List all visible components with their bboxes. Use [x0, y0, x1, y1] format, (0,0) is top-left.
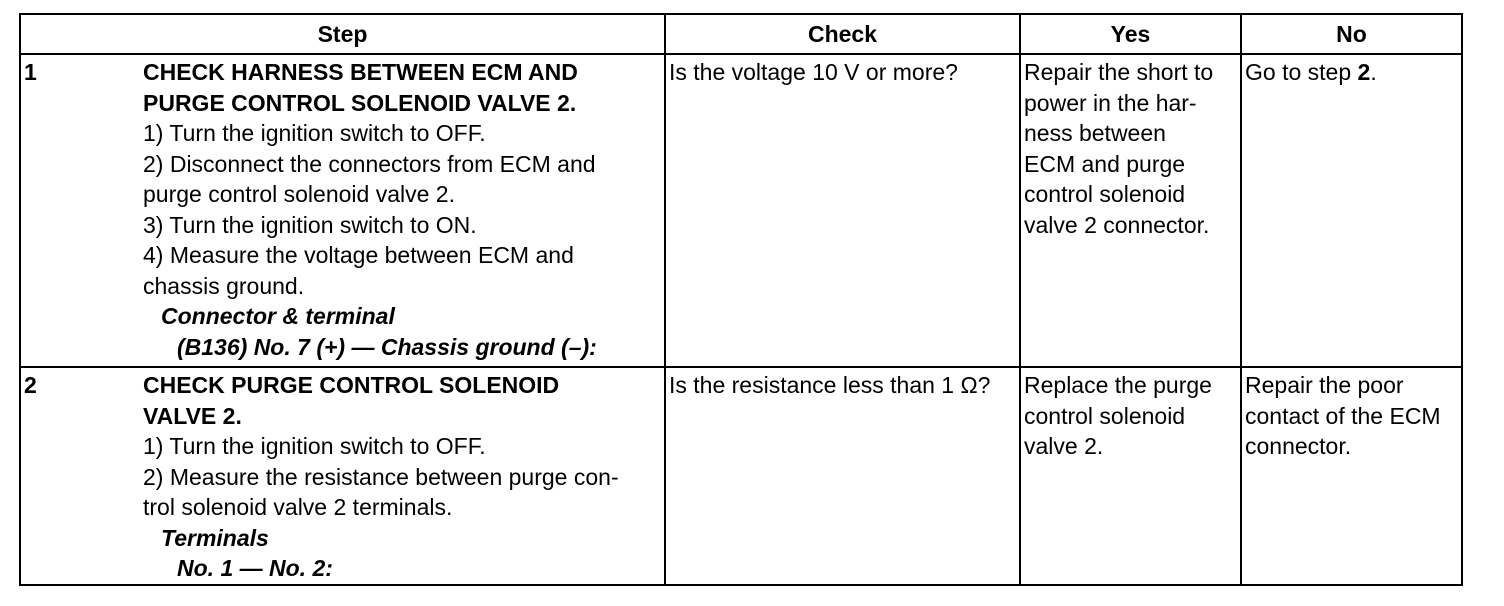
- check-cell: [665, 54, 1020, 367]
- no-text: [1245, 55, 1458, 88]
- no-text-prefix: Go to step: [1245, 59, 1358, 85]
- yes-cell: [1020, 54, 1241, 367]
- instruction-line: 3) Turn the ignition switch to ON.: [143, 211, 477, 238]
- instruction-line: 1) Turn the ignition switch to OFF.: [143, 433, 486, 459]
- table-row: [20, 367, 1462, 585]
- spec-value: (B136) No. 7 (+) — Chassis ground (–):: [177, 333, 597, 360]
- check-text: Is the voltage 10 V or more?: [669, 59, 958, 85]
- yes-line: ness between: [1024, 120, 1166, 146]
- step-number: 2: [24, 372, 37, 398]
- step-reference: 2: [1357, 59, 1371, 85]
- check-text: Is the resistance less than 1 Ω?: [669, 372, 991, 398]
- instruction-line: 2) Measure the resistance between purge con-: [143, 463, 619, 490]
- instruction-line: 1) Turn the ignition switch to OFF.: [143, 120, 486, 146]
- header-row: [20, 14, 1462, 54]
- spec-label: Connector & terminal: [161, 303, 395, 329]
- step-cell: [20, 367, 665, 585]
- yes-line: ECM and purge: [1024, 150, 1186, 177]
- table-row: [20, 54, 1462, 367]
- no-line: contact of the ECM: [1245, 402, 1441, 429]
- header-yes: Yes: [1020, 14, 1241, 54]
- no-line: connector.: [1245, 433, 1352, 459]
- yes-line: power in the har-: [1024, 89, 1197, 116]
- yes-line: Replace the purge: [1024, 372, 1212, 398]
- step-title-line: CHECK PURGE CONTROL SOLENOID: [143, 372, 560, 398]
- step-body: [143, 368, 661, 584]
- yes-line: valve 2.: [1024, 433, 1104, 459]
- step-body: [143, 55, 661, 362]
- yes-line: Repair the short to: [1024, 59, 1214, 85]
- step-title-line: CHECK HARNESS BETWEEN ECM AND: [143, 59, 578, 85]
- yes-cell: [1020, 367, 1241, 585]
- step-number: 1: [24, 59, 37, 85]
- step-cell: [20, 54, 665, 367]
- header-no: No: [1241, 14, 1462, 54]
- header-check: Check: [665, 14, 1020, 54]
- no-text-suffix: .: [1370, 59, 1377, 85]
- header-step: Step: [20, 14, 665, 54]
- yes-line: control solenoid: [1024, 181, 1186, 207]
- diagnostic-table: [19, 13, 1463, 586]
- no-cell: [1241, 367, 1462, 585]
- check-cell: [665, 367, 1020, 585]
- no-cell: [1241, 54, 1462, 367]
- instruction-line: purge control solenoid valve 2.: [143, 181, 455, 207]
- instruction-line: trol solenoid valve 2 terminals.: [143, 494, 453, 520]
- instruction-line: 2) Disconnect the connectors from ECM and: [143, 150, 596, 177]
- instruction-line: 4) Measure the voltage between ECM and: [143, 242, 574, 268]
- step-title-line: PURGE CONTROL SOLENOID VALVE 2.: [143, 89, 577, 116]
- spec-value: No. 1 — No. 2:: [177, 555, 333, 581]
- step-title-line: VALVE 2.: [143, 402, 242, 429]
- yes-line: valve 2 connector.: [1024, 211, 1210, 238]
- instruction-line: chassis ground.: [143, 272, 305, 299]
- spec-label: Terminals: [161, 524, 269, 551]
- no-line: Repair the poor: [1245, 372, 1404, 398]
- yes-line: control solenoid: [1024, 402, 1186, 429]
